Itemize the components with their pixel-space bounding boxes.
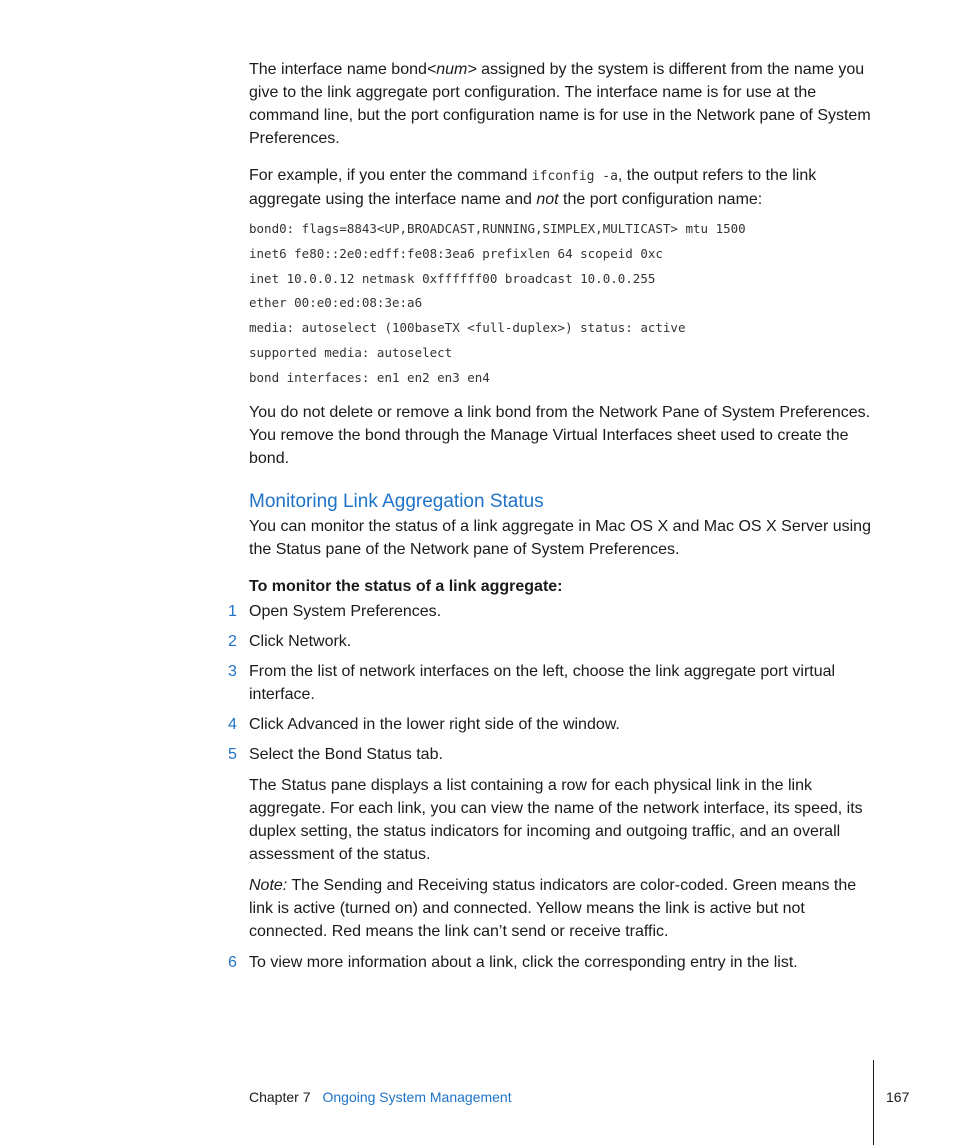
section-heading: Monitoring Link Aggregation Status: [249, 490, 544, 512]
step-item: [228, 951, 877, 974]
page-content: [228, 58, 877, 981]
para1-em: <num>: [426, 61, 477, 78]
step-text: Open System Preferences.: [249, 602, 442, 620]
para2-after: the port configuration name:: [558, 191, 763, 208]
step-number: 4: [228, 715, 237, 733]
note-text: The Sending and Receiving status indicators are color-coded. Green means the link is active (turned on) and connected. Yellow means the link is active but not connected. Red means the link can’t send or receive traffic.: [249, 876, 857, 940]
para1-before: The interface name bond: [249, 61, 427, 78]
step-item: [228, 713, 877, 736]
step-number: 2: [228, 632, 237, 650]
code-line: media: autoselect (100baseTX <full-duplex>) status: active: [249, 320, 686, 336]
step-item: [228, 600, 877, 623]
step-number: 6: [228, 953, 237, 971]
inline-command: ifconfig -a: [531, 169, 618, 184]
step-text: To view more information about a link, click the corresponding entry in the list.: [249, 953, 798, 971]
paragraph-delete-bond: You do not delete or remove a link bond from the Network Pane of System Preferences. You remove the bond through the Manage Virtual Interfaces sheet used to create the bond.: [249, 403, 871, 467]
step5-details: [249, 774, 877, 943]
procedure-steps: [228, 600, 877, 974]
step-text: Click Network.: [249, 632, 352, 650]
paragraph-monitor-intro: You can monitor the status of a link aggregate in Mac OS X and Mac OS X Server using the Status pane of the Network pane of System Preferences.: [249, 517, 871, 558]
code-line: ether 00:e0:ed:08:3e:a6: [249, 295, 423, 311]
step-item: [228, 630, 877, 653]
para2-middle: , the output refers to the link aggregate using the interface name and: [249, 167, 817, 208]
page-number: 167: [886, 1089, 910, 1105]
paragraph-ifconfig-example: [249, 164, 877, 211]
code-output-block: [249, 217, 877, 391]
chapter-title: Ongoing System Management: [322, 1089, 512, 1105]
step-number: 5: [228, 745, 237, 763]
status-pane-description: The Status pane displays a list containing a row for each physical link in the link aggregate. For each link, you can view the name of the network interface, its speed, its duplex setting, the status indicators for incoming and outgoing traffic, and an overall assessment of the status.: [249, 776, 863, 863]
procedure-title: To monitor the status of a link aggregate:: [249, 577, 563, 595]
chapter-label: Chapter 7: [249, 1089, 311, 1105]
para2-em: not: [536, 191, 559, 208]
code-line: inet6 fe80::2e0:edff:fe08:3ea6 prefixlen 64 scopeid 0xc: [249, 245, 663, 261]
page-footer: [249, 1088, 512, 1106]
code-line: bond interfaces: en1 en2 en3 en4: [249, 369, 490, 385]
paragraph-interface-name: [249, 58, 877, 150]
para1-after: assigned by the system is different from the name you give to the link aggregate port configuration. The interface name is for use at the command line, but the port configuration name is for use in the Network pane of System Preferences.: [249, 61, 871, 147]
step-item: [228, 660, 877, 706]
para2-before: For example, if you enter the command: [249, 167, 532, 184]
step-number: 1: [228, 602, 237, 620]
code-line: supported media: autoselect: [249, 344, 453, 360]
code-line: bond0: flags=8843<UP,BROADCAST,RUNNING,SIMPLEX,MULTICAST> mtu 1500: [249, 221, 746, 236]
note-paragraph: [249, 874, 877, 943]
step-text: Click Advanced in the lower right side of the window.: [249, 715, 620, 733]
step-text: Select the Bond Status tab.: [249, 745, 443, 763]
step-text: From the list of network interfaces on the left, choose the link aggregate port virtual interface.: [249, 662, 836, 703]
step-item: [228, 743, 877, 943]
code-line: inet 10.0.0.12 netmask 0xffffff00 broadcast 10.0.0.255: [249, 270, 656, 286]
step-number: 3: [228, 662, 237, 680]
footer-divider: [873, 1060, 874, 1145]
note-label: Note:: [249, 876, 288, 894]
